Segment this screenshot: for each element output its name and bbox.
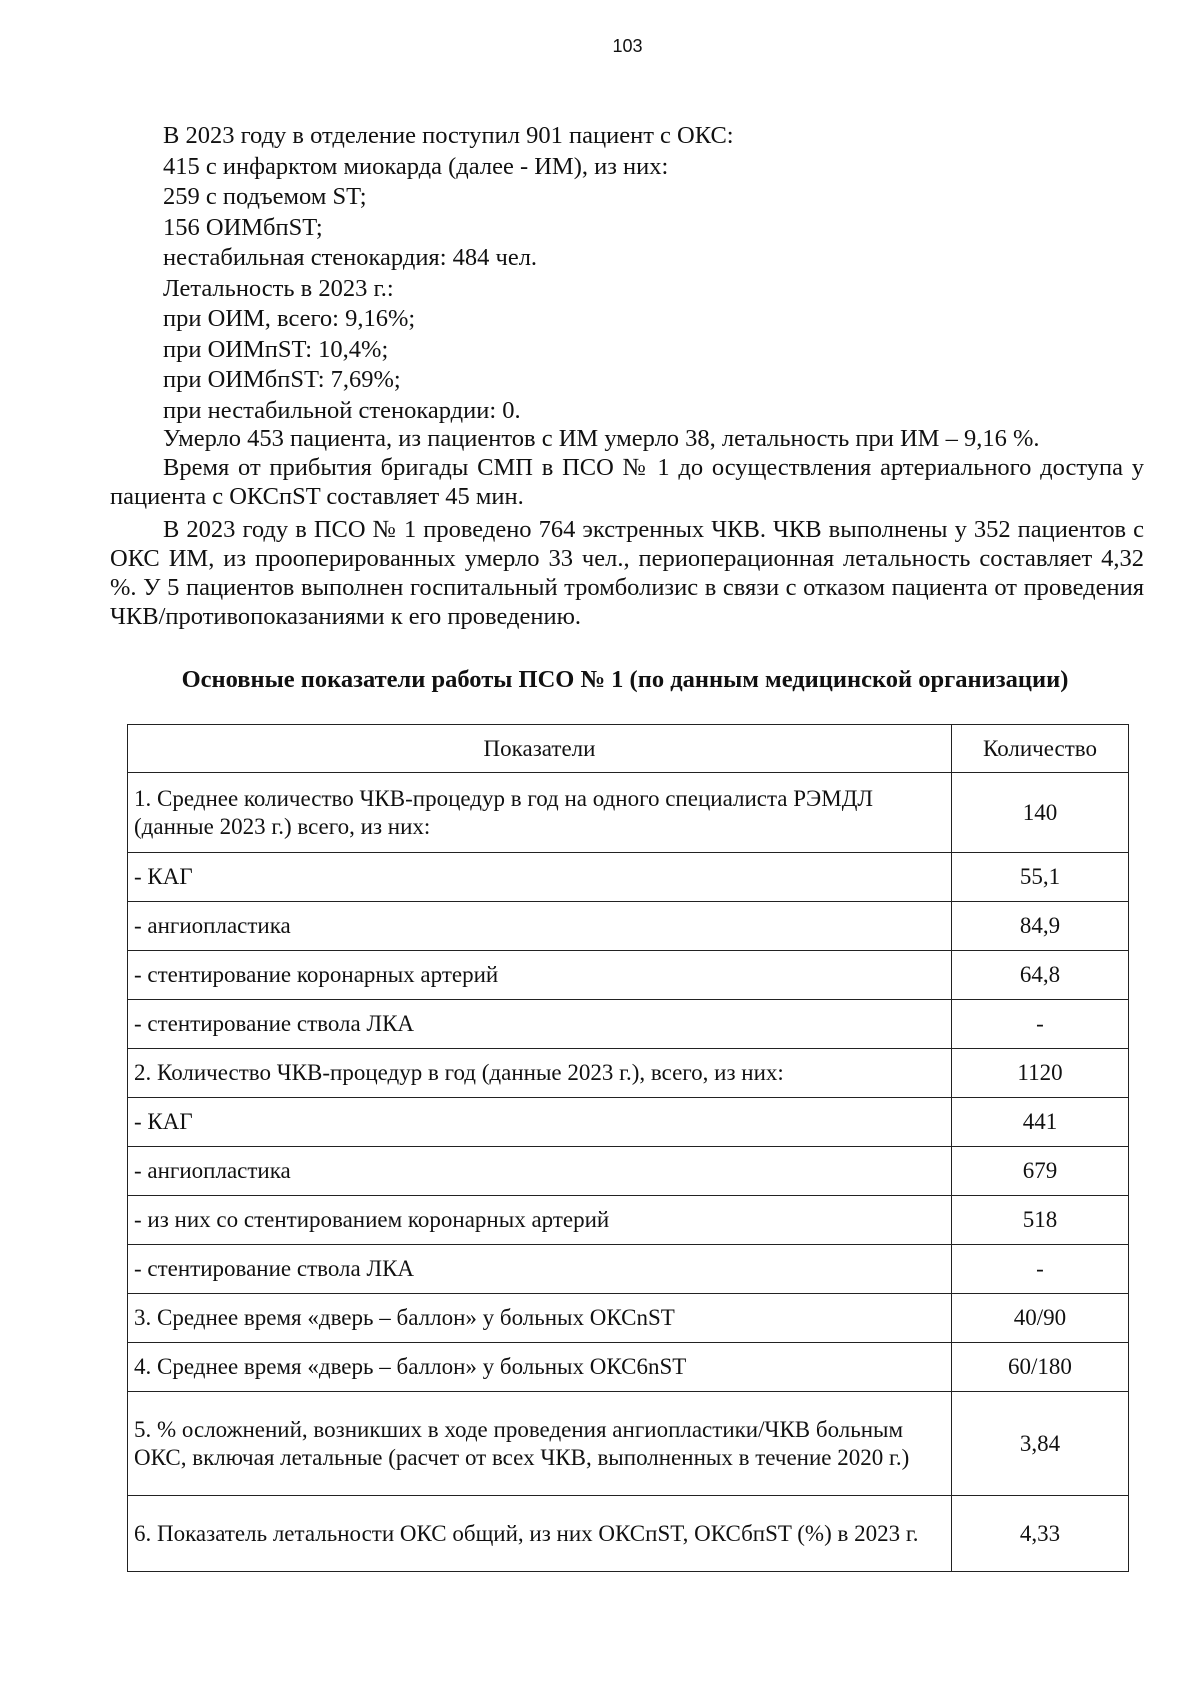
row-value: 40/90 <box>952 1294 1129 1343</box>
page-number: 103 <box>612 36 643 56</box>
row-name: - стентирование коронарных артерий <box>128 951 952 1000</box>
intro-line: В 2023 году в отделение поступил 901 пациент с ОКС: <box>163 122 734 149</box>
intro-line: при ОИМ, всего: 9,16%; <box>163 305 416 332</box>
row-value: 3,84 <box>952 1392 1129 1496</box>
row-value: 1120 <box>952 1049 1129 1098</box>
table-row <box>128 773 1129 853</box>
table-row <box>128 1392 1129 1496</box>
row-value: 60/180 <box>952 1343 1129 1392</box>
row-name: 5. % осложнений, возникших в ходе проведения ангиопластики/ЧКВ больным ОКС, включая летальные (расчет от всех ЧКВ, выполненных в течение 2020 г.) <box>128 1392 952 1496</box>
row-name: - КАГ <box>128 853 952 902</box>
table-row <box>128 853 1129 902</box>
row-value: 441 <box>952 1098 1129 1147</box>
row-value: 64,8 <box>952 951 1129 1000</box>
intro-list <box>163 121 1143 426</box>
indicators-table <box>127 724 1129 1572</box>
row-name: 1. Среднее количество ЧКВ-процедур в год на одного специалиста РЭМДЛ (данные 2023 г.) всего, из них: <box>128 773 952 853</box>
table-row <box>128 1147 1129 1196</box>
row-value: 679 <box>952 1147 1129 1196</box>
intro-line: при нестабильной стенокардии: 0. <box>163 396 521 424</box>
row-value: 518 <box>952 1196 1129 1245</box>
table-title: Основные показатели работы ПСО № 1 (по данным медицинской организации) <box>181 666 1069 693</box>
intro-line: нестабильная стенокардия: 484 чел. <box>163 244 538 271</box>
table-row <box>128 1196 1129 1245</box>
header-quantity: Количество <box>952 725 1129 773</box>
intro-line: 415 с инфарктом миокарда (далее - ИМ), из них: <box>163 152 669 180</box>
paragraph-arrival-time: Время от прибытия бригады СМП в ПСО № 1 до осуществления артериального доступа у пациента с ОКСпST составляет 45 мин. <box>110 454 1144 510</box>
row-name: - КАГ <box>128 1098 952 1147</box>
table-row <box>128 1000 1129 1049</box>
table-row <box>128 1343 1129 1392</box>
row-value: - <box>952 1245 1129 1294</box>
table-row <box>128 1496 1129 1572</box>
row-name: 3. Среднее время «дверь – баллон» у больных ОКСnST <box>128 1294 952 1343</box>
table-row <box>128 1245 1129 1294</box>
table-row <box>128 902 1129 951</box>
intro-line: при ОИМбпST: 7,69%; <box>163 366 401 393</box>
row-name: 4. Среднее время «дверь – баллон» у больных ОКС6nST <box>128 1343 952 1392</box>
intro-line: 259 с подъемом ST; <box>163 183 367 210</box>
table-row <box>128 1294 1129 1343</box>
table-row <box>128 1049 1129 1098</box>
row-name: - из них со стентированием коронарных артерий <box>128 1196 952 1245</box>
row-name: 2. Количество ЧКВ-процедур в год (данные 2023 г.), всего, из них: <box>128 1049 952 1098</box>
row-name: - стентирование ствола ЛКА <box>128 1000 952 1049</box>
row-name: 6. Показатель летальности ОКС общий, из них ОКСпST, ОКСбпST (%) в 2023 г. <box>128 1496 952 1572</box>
row-name: - ангиопластика <box>128 1147 952 1196</box>
row-name: - стентирование ствола ЛКА <box>128 1245 952 1294</box>
row-value: 140 <box>952 773 1129 853</box>
row-value: 84,9 <box>952 902 1129 951</box>
table-row <box>128 951 1129 1000</box>
intro-line: 156 ОИМбпST; <box>163 213 323 241</box>
row-value: 4,33 <box>952 1496 1129 1572</box>
table-row <box>128 1098 1129 1147</box>
header-indicators: Показатели <box>128 725 952 773</box>
paragraph-pci-summary: В 2023 году в ПСО № 1 проведено 764 экстренных ЧКВ. ЧКВ выполнены у 352 пациентов с ОКС ИМ, из прооперированных умерло 33 чел., периоперационная летальность составляет 4,32 %. У 5 пациентов выполнен госпитальный тромболизис в связи с отказом пациента от проведения ЧКВ/противопоказаниями к его проведению. <box>110 516 1144 630</box>
intro-line: Летальность в 2023 г.: <box>163 274 394 302</box>
table-header-row <box>128 725 1129 773</box>
paragraph-deaths: Умерло 453 пациента, из пациентов с ИМ умерло 38, летальность при ИМ – 9,16 %. <box>163 425 1040 452</box>
row-value: - <box>952 1000 1129 1049</box>
intro-line: при ОИМпST: 10,4%; <box>163 335 389 363</box>
row-name: - ангиопластика <box>128 902 952 951</box>
row-value: 55,1 <box>952 853 1129 902</box>
